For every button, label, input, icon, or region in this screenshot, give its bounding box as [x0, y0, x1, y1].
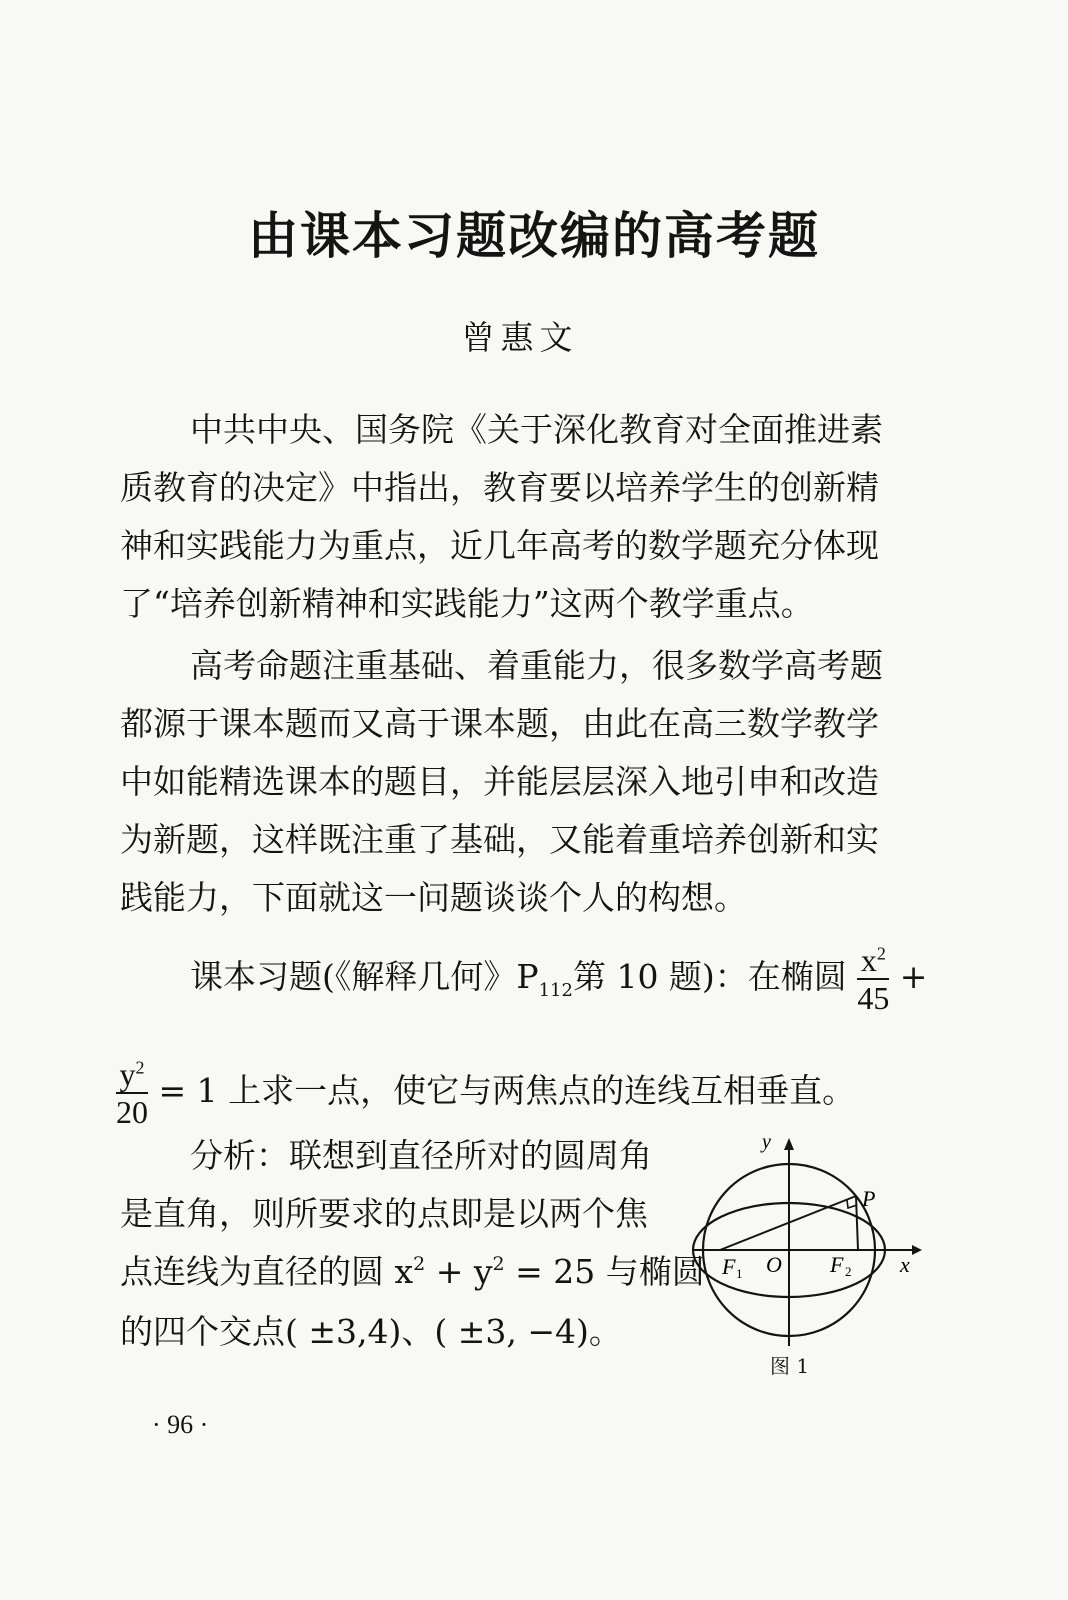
analysis-x-exponent: 2 [413, 1253, 426, 1275]
fraction-2-numerator: y [119, 1056, 136, 1092]
fraction-x2-45 [857, 944, 889, 1014]
segment-f2-p [856, 1196, 858, 1250]
paragraph-2-line-1: 高考命题注重基础、着重能力，很多数学高考题 [190, 646, 883, 685]
label-p: P [862, 1186, 876, 1211]
paragraph-2-line-2: 都源于课本题而又高于课本题，由此在高三数学教学 [120, 704, 879, 743]
label-f2-subscript: 2 [845, 1264, 852, 1279]
exercise-rest: = 1 上求一点，使它与两焦点的连线互相垂直。 [148, 1071, 856, 1110]
fraction-1-numerator: x [860, 942, 877, 978]
page-title: 由课本习题改编的高考题 [248, 207, 820, 265]
exercise-prefix: 课本习题(《解释几何》P [190, 957, 539, 996]
label-y: y [762, 1134, 771, 1153]
exercise-plus: + [889, 957, 928, 996]
fraction-1-denominator: 45 [857, 980, 890, 1016]
paragraph-2-line-4: 为新题，这样既注重了基础，又能着重培养创新和实 [120, 820, 879, 859]
analysis-line-3-part-a: 点连线为直径的圆 x [120, 1252, 414, 1291]
ellipse-circle-diagram [690, 1134, 930, 1349]
exercise-line-2 [116, 1058, 855, 1128]
figure-caption: 图 1 [770, 1354, 810, 1378]
label-o: O [766, 1252, 782, 1277]
fraction-y2-20 [116, 1058, 148, 1128]
paragraph-2-line-5: 践能力，下面就这一问题谈谈个人的构想。 [120, 878, 747, 917]
paragraph-2-line-3: 中如能精选课本的题目，并能层层深入地引申和改造 [120, 762, 879, 801]
fraction-1-exponent: 2 [876, 943, 886, 964]
label-f1: F [722, 1254, 736, 1279]
paragraph-1-line-3: 神和实践能力为重点，近几年高考的数学题充分体现 [120, 526, 879, 565]
page-number: · 96 · [152, 1410, 209, 1439]
analysis-line-3-part-b: + y [425, 1252, 493, 1291]
analysis-line-1: 分析：联想到直径所对的圆周角 [190, 1136, 652, 1175]
paragraph-1-line-1: 中共中央、国务院《关于深化教育对全面推进素 [190, 410, 883, 449]
figure-1 [690, 1134, 930, 1353]
analysis-line-3 [120, 1252, 705, 1297]
label-x: x [900, 1252, 910, 1277]
analysis-line-3-part-c: = 25 与椭圆 [504, 1252, 705, 1291]
y-axis-arrow [784, 1138, 794, 1150]
exercise-middle: 第 10 题)：在椭圆 [572, 957, 847, 996]
x-axis-arrow [912, 1245, 922, 1255]
fraction-2-exponent: 2 [135, 1057, 145, 1078]
analysis-line-2: 是直角，则所要求的点即是以两个焦 [120, 1194, 648, 1233]
paragraph-1-line-2: 质教育的决定》中指出，教育要以培养学生的创新精 [120, 468, 879, 507]
analysis-line-4: 的四个交点( ±3,4)、( ±3, −4)。 [120, 1312, 622, 1351]
author-name: 曾惠文 [461, 318, 579, 357]
paragraph-1-line-4: 了“培养创新精神和实践能力”这两个教学重点。 [120, 584, 814, 623]
analysis-y-exponent: 2 [492, 1253, 505, 1275]
label-f1-subscript: 1 [736, 1266, 743, 1281]
label-f2: F [830, 1252, 844, 1277]
fraction-2-denominator: 20 [116, 1094, 148, 1130]
exercise-page-subscript: 112 [538, 980, 573, 1001]
exercise-line-1 [190, 944, 927, 1014]
